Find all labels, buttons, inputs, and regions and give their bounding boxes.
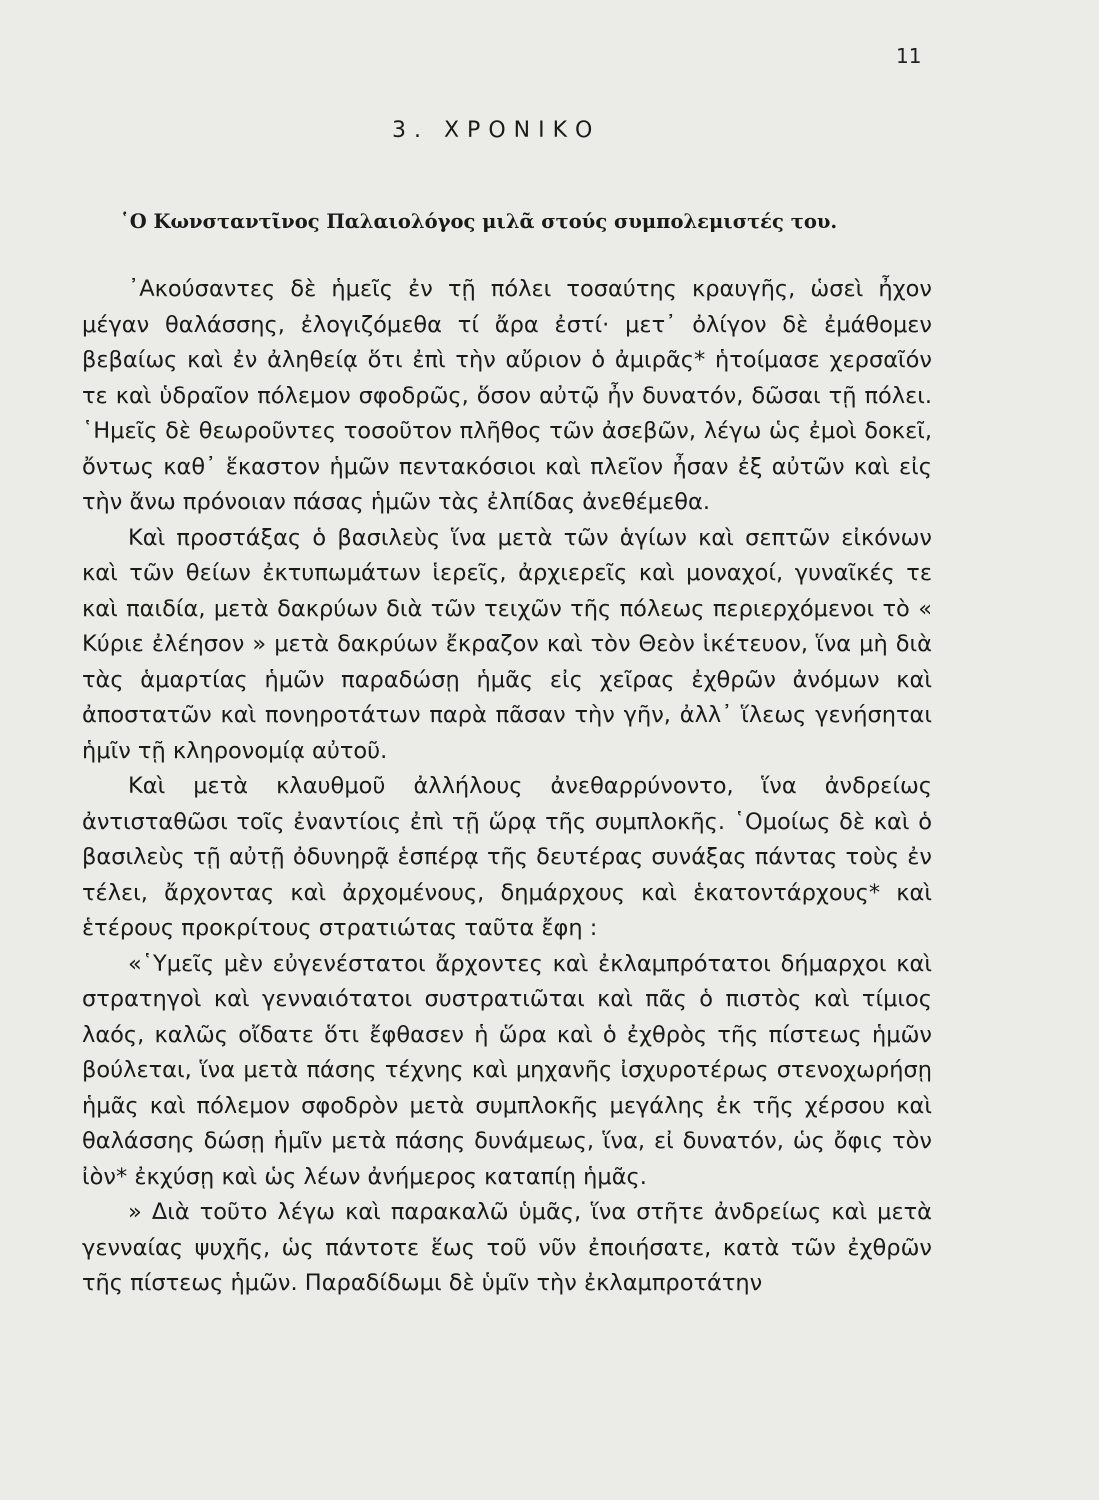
paragraph: «῾Υμεῖς μὲν εὐγενέστατοι ἄρχοντες καὶ ἐκλαμπρότατοι δήμαρχοι καὶ στρατηγοὶ καὶ γενναιότατοι συστρατιῶται καὶ πᾶς ὁ πιστὸς καὶ τίμιος λαός, καλῶς οἴδατε ὅτι ἔφθασεν ἡ ὥρα καὶ ὁ ἐχθρὸς τῆς πίστεως ἡμῶν βούλεται, ἵνα μετὰ πάσης τέχνης καὶ μηχανῆς ἰσχυροτέρως στενοχωρήσῃ ἡμᾶς καὶ πόλεμον σφοδρὸν μετὰ συμπλοκῆς μεγάλης ἐκ τῆς χέρσου καὶ θαλάσσης δώσῃ ἡμῖν μετὰ πάσης δυνάμεως, ἵνα, εἰ δυνατόν, ὡς ὄφις τὸν ἰὸν* ἐκχύσῃ καὶ ὡς λέων ἀνήμερος καταπίῃ ἡμᾶς.	[82, 950, 932, 1190]
paragraph: » Διὰ τοῦτο λέγω καὶ παρακαλῶ ὑμᾶς, ἵνα στῆτε ἀνδρείως καὶ μετὰ γενναίας ψυχῆς, ὡς πάντοτε ἕως τοῦ νῦν ἐποιήσατε, κατὰ τῶν ἐχθρῶν τῆς πίστεως ἡμῶν. Παραδίδωμι δὲ ὑμῖν τὴν ἐκλαμπροτάτην	[82, 1199, 932, 1296]
page-number: 11	[896, 44, 922, 68]
paragraph: Καὶ μετὰ κλαυθμοῦ ἀλλήλους ἀνεθαρρύνοντο, ἵνα ἀνδρείως ἀντισταθῶσι τοῖς ἐναντίοις ἐπὶ τῇ ὥρᾳ τῆς συμπλοκῆς. ῾Ομοίως δὲ καὶ ὁ βασιλεὺς τῇ αὐτῇ ὀδυνηρᾷ ἑσπέρᾳ τῆς δευτέρας συνάξας πάντας τοὺς ἐν τέλει, ἄρχοντας καὶ ἀρχομένους, δημάρχους καὶ ἑκατοντάρχους* καὶ ἑτέρους προκρίτους στρατιώτας ταῦτα ἔφη :	[82, 773, 932, 941]
paragraph: Καὶ προστάξας ὁ βασιλεὺς ἵνα μετὰ τῶν ἁγίων καὶ σεπτῶν εἰκόνων καὶ τῶν θείων ἐκτυπωμάτων ἱερεῖς, ἀρχιερεῖς καὶ μοναχοί, γυναῖκές τε καὶ παιδία, μετὰ δακρύων διὰ τῶν τειχῶν τῆς πόλεως περιερχόμενοι τὸ « Κύριε ἐλέησον » μετὰ δακρύων ἔκραζον καὶ τὸν Θεὸν ἱκέτευον, ἵνα μὴ διὰ τὰς ἁμαρτίας ἡμῶν παραδώσῃ ἡμᾶς εἰς χεῖρας ἐχθρῶν ἀνόμων καὶ ἀποστατῶν καὶ πονηροτάτων παρὰ πᾶσαν τὴν γῆν, ἀλλ᾿ ἵλεως γενήσηται ἡμῖν τῇ κληρονομίᾳ αὐτοῦ.	[82, 524, 932, 764]
paragraph: ᾿Ακούσαντες δὲ ἡμεῖς ἐν τῇ πόλει τοσαύτης κραυγῆς, ὡσεὶ ἦχον μέγαν θαλάσσης, ἐλογιζόμεθα τί ἄρα ἐστί· μετ᾿ ὀλίγον δὲ ἐμάθομεν βεβαίως καὶ ἐν ἀληθείᾳ ὅτι ἐπὶ τὴν αὔριον ὁ ἀμιρᾶς* ἡτοίμασε χερσαῖόν τε καὶ ὑδραῖον πόλεμον σφοδρῶς, ὅσον αὐτῷ ἦν δυνατόν, δῶσαι τῇ πόλει. ῾Ημεῖς δὲ θεωροῦντες τοσοῦτον πλῆθος τῶν ἀσεβῶν, λέγω ὡς ἐμοὶ δοκεῖ, ὄντως καθ᾿ ἕκαστον ἡμῶν πεντακόσιοι καὶ πλεῖον ἦσαν ἐξ αὐτῶν καὶ εἰς τὴν ἄνω πρόνοιαν πάσας ἡμῶν τὰς ἐλπίδας ἀνεθέμεθα.	[82, 276, 932, 515]
chapter-title: 3. ΧΡΟΝΙΚΟ	[392, 118, 601, 143]
section-subtitle: ῾Ο Κωνσταντῖνος Παλαιολόγος μιλᾶ στούς συμπολεμιστές του.	[120, 210, 838, 233]
body-text	[82, 272, 932, 1302]
